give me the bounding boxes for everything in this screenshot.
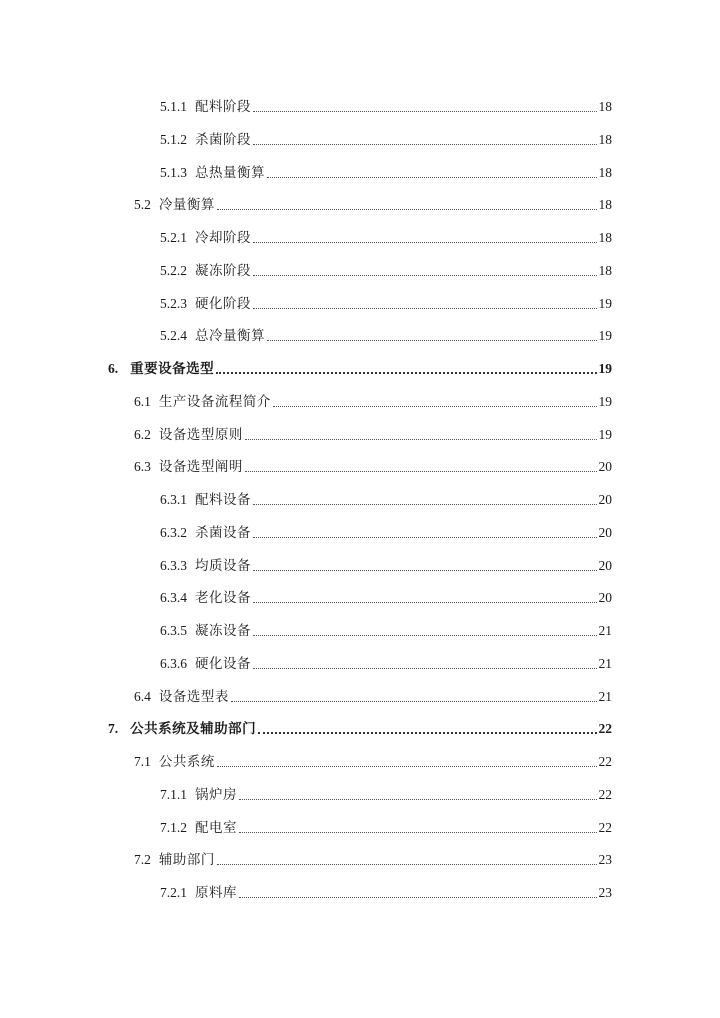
toc-dot-leader bbox=[258, 731, 596, 734]
toc-entry-title: 总热量衡算 bbox=[195, 164, 265, 181]
toc-entry-title: 均质设备 bbox=[195, 557, 251, 574]
toc-entry-number: 5.2.2 bbox=[160, 262, 187, 278]
toc-entry-page: 23 bbox=[598, 852, 612, 868]
toc-entry[interactable] bbox=[134, 389, 612, 411]
toc-dot-leader bbox=[253, 307, 597, 309]
toc-entry-page: 20 bbox=[598, 590, 612, 606]
toc-dot-leader bbox=[253, 634, 597, 636]
toc-entry-page: 18 bbox=[598, 99, 612, 114]
toc-entry-title: 辅助部门 bbox=[158, 852, 215, 869]
toc-entry-number: 5.1.2 bbox=[160, 131, 187, 147]
toc-entry-number: 6.4 bbox=[134, 688, 151, 704]
toc-entry-number: 6.3.3 bbox=[160, 557, 187, 573]
toc-entry-page: 18 bbox=[598, 262, 612, 278]
toc-entry-title: 凝冻设备 bbox=[195, 623, 251, 639]
toc-entry[interactable] bbox=[160, 880, 612, 902]
toc-entry[interactable] bbox=[134, 847, 612, 869]
toc-entry-number: 5.2.4 bbox=[160, 328, 187, 344]
toc-entry-page: 23 bbox=[598, 885, 612, 900]
toc-entry[interactable] bbox=[134, 684, 612, 706]
toc-entry-title: 凝冻阶段 bbox=[195, 262, 251, 279]
toc-entry-title: 冷量衡算 bbox=[158, 197, 215, 214]
toc-entry-page: 22 bbox=[598, 721, 612, 737]
toc-entry-page: 21 bbox=[598, 623, 612, 638]
toc-entry[interactable] bbox=[160, 487, 612, 509]
toc-entry-number: 7.1 bbox=[134, 754, 151, 769]
toc-dot-leader bbox=[231, 700, 597, 702]
toc-dot-leader bbox=[253, 601, 597, 603]
toc-dot-leader bbox=[253, 110, 597, 112]
toc-entry-page: 20 bbox=[598, 524, 612, 540]
toc-entry-title: 配料设备 bbox=[195, 492, 251, 508]
toc-dot-leader bbox=[267, 339, 597, 341]
toc-dot-leader bbox=[239, 798, 597, 800]
toc-entry-title: 原料库 bbox=[195, 885, 237, 901]
toc-entry-page: 19 bbox=[598, 328, 612, 344]
toc-entry-title: 配料阶段 bbox=[195, 99, 251, 115]
toc-dot-leader bbox=[253, 241, 597, 243]
toc-dot-leader bbox=[253, 143, 597, 145]
toc-entry-number: 7.2.1 bbox=[160, 885, 187, 900]
toc-dot-leader bbox=[245, 470, 597, 472]
toc-dot-leader bbox=[216, 371, 596, 374]
toc-entry-title: 配电室 bbox=[195, 819, 237, 836]
toc-entry-page: 18 bbox=[598, 164, 612, 180]
toc-entry-page: 19 bbox=[598, 295, 612, 311]
toc-entry-title: 公共系统 bbox=[158, 754, 215, 770]
toc-dot-leader bbox=[267, 176, 597, 178]
toc-entry-page: 21 bbox=[598, 655, 612, 671]
toc-dot-leader bbox=[253, 569, 597, 571]
toc-entry[interactable] bbox=[134, 749, 612, 771]
toc-entry-page: 22 bbox=[598, 754, 612, 769]
toc-entry[interactable] bbox=[160, 94, 612, 116]
toc-entry-title: 杀菌设备 bbox=[195, 524, 251, 541]
toc-entry-page: 18 bbox=[598, 197, 612, 213]
toc-entry-page: 19 bbox=[598, 426, 612, 442]
toc-entry-number: 7. bbox=[108, 721, 119, 737]
toc-entry-number: 6.3.4 bbox=[160, 590, 187, 606]
toc-entry-title: 冷却阶段 bbox=[195, 230, 251, 246]
toc-entry-title: 生产设备流程简介 bbox=[158, 393, 271, 410]
toc-entry[interactable] bbox=[160, 782, 612, 804]
toc-entry-title: 公共系统及辅助部门 bbox=[130, 721, 257, 738]
toc-entry-title: 锅炉房 bbox=[195, 786, 237, 803]
toc-dot-leader bbox=[253, 503, 597, 505]
toc-entry-number: 6.3.6 bbox=[160, 655, 187, 671]
toc-entry-number: 5.2.3 bbox=[160, 295, 187, 311]
toc-dot-leader bbox=[217, 863, 597, 865]
toc-entry-number: 5.1.3 bbox=[160, 164, 187, 180]
toc-entry-number: 6. bbox=[108, 361, 119, 376]
toc-entry[interactable] bbox=[160, 553, 612, 575]
toc-entry-title: 设备选型原则 bbox=[158, 426, 243, 443]
toc-dot-leader bbox=[253, 536, 597, 538]
toc-entry-number: 6.3 bbox=[134, 459, 151, 475]
toc-entry[interactable] bbox=[134, 422, 612, 444]
toc-entry-title: 杀菌阶段 bbox=[195, 131, 251, 148]
toc-entry[interactable] bbox=[108, 356, 612, 378]
toc-dot-leader bbox=[253, 667, 597, 669]
toc-entry-number: 7.1.1 bbox=[160, 786, 187, 802]
toc-entry-number: 6.3.1 bbox=[160, 492, 187, 507]
toc-entry[interactable] bbox=[108, 716, 612, 738]
toc-entry[interactable] bbox=[160, 160, 612, 182]
toc-entry-page: 18 bbox=[598, 131, 612, 147]
toc-entry-number: 6.1 bbox=[134, 393, 151, 409]
toc-dot-leader bbox=[273, 405, 597, 407]
toc-entry-title: 老化设备 bbox=[195, 590, 251, 607]
toc-entry-number: 6.3.5 bbox=[160, 623, 187, 638]
toc-entry[interactable] bbox=[134, 454, 612, 476]
toc-entry-title: 设备选型表 bbox=[158, 688, 229, 705]
toc-entry-number: 7.1.2 bbox=[160, 819, 187, 835]
toc-entry[interactable] bbox=[160, 323, 612, 345]
toc-entry-title: 总冷量衡算 bbox=[195, 328, 265, 345]
toc-entry-number: 7.2 bbox=[134, 852, 151, 868]
toc-entry-number: 5.2.1 bbox=[160, 230, 187, 245]
toc-entry[interactable] bbox=[160, 127, 612, 149]
toc-entry-number: 6.2 bbox=[134, 426, 151, 442]
toc-entry[interactable] bbox=[160, 291, 612, 313]
toc-entry-page: 18 bbox=[598, 230, 612, 245]
toc-entry-number: 5.2 bbox=[134, 197, 151, 213]
toc-entry-page: 20 bbox=[598, 557, 612, 573]
toc-entry-page: 22 bbox=[598, 786, 612, 802]
toc-entry[interactable] bbox=[160, 258, 612, 280]
toc-dot-leader bbox=[217, 208, 597, 210]
toc-entry[interactable] bbox=[160, 618, 612, 640]
toc-entry[interactable] bbox=[160, 585, 612, 607]
toc-entry[interactable] bbox=[160, 815, 612, 837]
toc-entry-number: 6.3.2 bbox=[160, 524, 187, 540]
toc-dot-leader bbox=[239, 831, 597, 833]
toc-entry-page: 20 bbox=[598, 492, 612, 507]
toc-entry-page: 22 bbox=[598, 819, 612, 835]
toc-entry[interactable] bbox=[160, 651, 612, 673]
toc-dot-leader bbox=[253, 274, 597, 276]
toc-dot-leader bbox=[239, 896, 597, 898]
toc-dot-leader bbox=[245, 438, 597, 440]
toc-entry-title: 硬化设备 bbox=[195, 655, 251, 672]
toc-entry[interactable] bbox=[160, 520, 612, 542]
toc-entry-title: 重要设备选型 bbox=[130, 361, 215, 377]
toc-entry-number: 5.1.1 bbox=[160, 99, 187, 114]
toc-entry-page: 20 bbox=[598, 459, 612, 475]
toc-entry-title: 设备选型阐明 bbox=[158, 459, 243, 476]
toc-dot-leader bbox=[217, 765, 597, 767]
toc-entry-page: 19 bbox=[598, 361, 612, 376]
toc-entry[interactable] bbox=[160, 225, 612, 247]
toc-entry-page: 21 bbox=[598, 688, 612, 704]
toc-entry-page: 19 bbox=[598, 393, 612, 409]
toc-entry[interactable] bbox=[134, 192, 612, 214]
toc-entry-title: 硬化阶段 bbox=[195, 295, 251, 312]
